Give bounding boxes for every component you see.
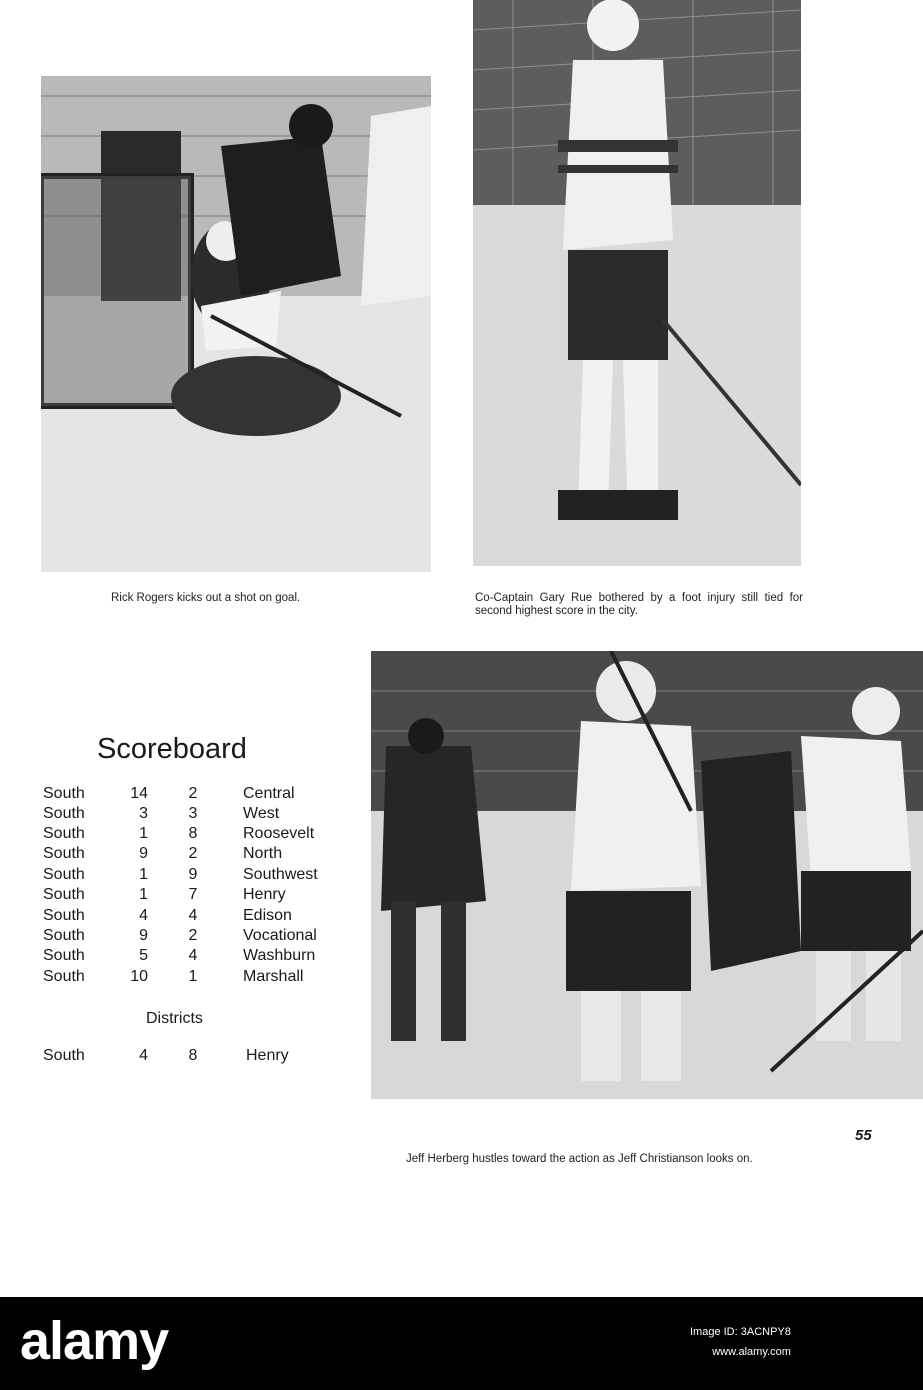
opponent-score: 9: [188, 866, 198, 883]
goalie-photo: [41, 76, 431, 572]
action-caption: Jeff Herberg hustles toward the action as Jeff Christianson looks on.: [406, 1153, 753, 1165]
opponent: Henry: [246, 1047, 289, 1064]
score-row: [43, 947, 343, 967]
opponent: Central: [243, 785, 295, 802]
south-score: 9: [139, 845, 148, 862]
south-score: 1: [139, 886, 148, 903]
south-score: 9: [139, 927, 148, 944]
opponent-score: 8: [188, 1047, 198, 1064]
score-row: [43, 927, 343, 947]
opponent: Vocational: [243, 927, 317, 944]
districts-label: Districts: [146, 1010, 203, 1027]
opponent-score: 7: [188, 886, 198, 903]
goalie-caption: Rick Rogers kicks out a shot on goal.: [111, 592, 301, 604]
opponent: Edison: [243, 907, 292, 924]
scoreboard-title: Scoreboard: [97, 733, 247, 765]
team: South: [43, 866, 85, 883]
opponent-score: 4: [188, 907, 198, 924]
captain-caption: Co-Captain Gary Rue bothered by a foot injury still tied for second highest score in the city.: [475, 592, 803, 617]
captain-photo: [473, 0, 801, 566]
watermark-info: [690, 1322, 791, 1362]
score-row: [43, 785, 343, 805]
score-row: [43, 907, 343, 927]
team: South: [43, 805, 85, 822]
score-row: [43, 825, 343, 845]
team: South: [43, 825, 85, 842]
opponent: North: [243, 845, 283, 862]
south-score: 14: [130, 785, 148, 802]
opponent: Southwest: [243, 866, 318, 883]
south-score: 1: [139, 866, 148, 883]
opponent-score: 2: [188, 785, 198, 802]
score-row: [43, 866, 343, 886]
south-score: 10: [130, 968, 148, 985]
opponent-score: 3: [188, 805, 198, 822]
districts-row: [43, 1047, 343, 1067]
score-row: [43, 845, 343, 865]
south-score: 3: [139, 805, 148, 822]
team: South: [43, 1047, 85, 1064]
team: South: [43, 947, 85, 964]
opponent: Roosevelt: [243, 825, 315, 842]
opponent-score: 8: [188, 825, 198, 842]
score-row: [43, 968, 343, 988]
opponent-score: 2: [188, 927, 198, 944]
south-score: 5: [139, 947, 148, 964]
image-id: Image ID: 3ACNPY8: [690, 1326, 791, 1338]
opponent: Marshall: [243, 968, 304, 985]
team: South: [43, 907, 85, 924]
opponent-score: 2: [188, 845, 198, 862]
team: South: [43, 785, 85, 802]
alamy-logo: alamy: [20, 1311, 169, 1371]
site-url: www.alamy.com: [712, 1346, 791, 1358]
south-score: 4: [139, 1047, 148, 1064]
opponent-score: 4: [188, 947, 198, 964]
south-score: 4: [139, 907, 148, 924]
opponent: Henry: [243, 886, 286, 903]
page-number: 55: [855, 1127, 872, 1144]
score-row: [43, 886, 343, 906]
opponent-score: 1: [188, 968, 198, 985]
team: South: [43, 927, 85, 944]
team: South: [43, 886, 85, 903]
team: South: [43, 845, 85, 862]
opponent: Washburn: [243, 947, 316, 964]
action-photo: [371, 651, 923, 1099]
opponent: West: [243, 805, 280, 822]
south-score: 1: [139, 825, 148, 842]
score-row: [43, 805, 343, 825]
team: South: [43, 968, 85, 985]
